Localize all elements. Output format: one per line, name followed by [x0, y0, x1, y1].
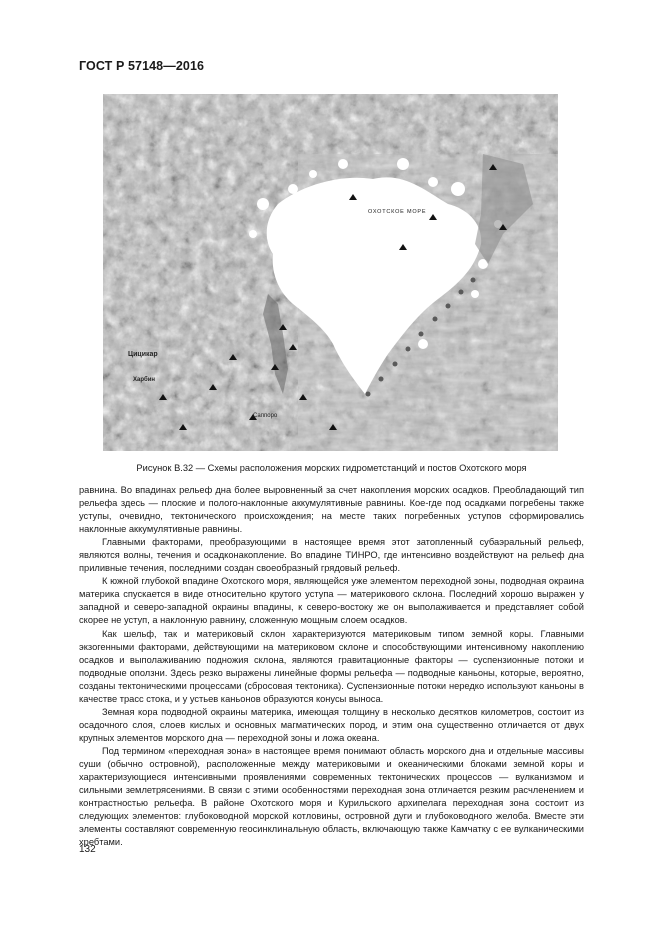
- paragraph: К южной глубокой впадине Охотского моря, являющейся уже элементом переходной зоны, подводная окраина материка спускается в виде относительно крутого уступа — материкового склона. Последний хорошо выражен у западной и северо-западной окраины впадины, к северо-востоку же он выполаживается и представляет собой скорее не уступ, а наклонную равнину, сложенную мощным слоем осадков.: [79, 576, 584, 626]
- paragraph: Как шельф, так и материковый склон характеризуются материковым типом земной коры. Главными экзогенными факторами, действующими на материковом склоне и способствующими интенсивному накоплению осадков и выполаживанию подножия склона, являются гравитационные факторы — суспензионные потоки и подводные оползни. Здесь резко выражены линейные формы рельефа — подводные каньоны, которые, вероятно, созданы тектоническими процессами (сбросовая тектоника). Суспензионные потоки нередко используют каньоны в качестве трасс стока, и у устьев каньонов образуются конусы выноса.: [79, 628, 584, 704]
- sea-label: ОХОТСКОЕ МОРЕ: [368, 209, 427, 215]
- city-label-harbin: Харбин: [133, 377, 156, 383]
- map-image: [103, 94, 558, 451]
- standard-header: ГОСТ Р 57148—2016: [79, 59, 205, 73]
- sea-map-figure: [103, 94, 558, 451]
- city-label-tsitsikar: Цицикар: [128, 351, 158, 358]
- paragraph: Главными факторами, преобразующими в настоящее время этот затопленный субаэральный рельеф, являются волны, течения и осадконакопление. Во впадине ТИНРО, где интенсивно воздействуют на рельеф дна приливные течения, последними создан своеобразный грядовый рельеф.: [79, 537, 584, 574]
- paragraph: Земная кора подводной окраины материка, имеющая толщину в несколько десятков километров, состоит из осадочного слоя, слоев кислых и основных магматических пород, и этим она существенно отличается от двух крупных элементов морского дна — переходной зоны и ложа океана.: [79, 706, 584, 743]
- city-label-sapporo: Саппоро: [253, 413, 278, 419]
- body-text: [79, 484, 584, 849]
- paragraph: Под термином «переходная зона» в настоящее время понимают область морского дна и отдельные массивы суши (обычно островной), расположенные между материковыми и океаническими блоками земной коры и характеризующиеся интенсивными проявлениями современных тектонических процессов — вулканизмом и сильными землетрясениями. В связи с этими особенностями переходная зона отличается резким расчленением и контрастностью рельефа. В районе Охотского моря и Курильского архипелага переходная зона состоит из следующих элементов: глубоководной морской котловины, островной дуги и глубоководного желоба. Вместе эти элементы составляют современную геосинклинальную область, включающую также Камчатку с ее вулканическими хребтами.: [79, 745, 584, 848]
- paragraph: равнина. Во впадинах рельеф дна более выровненный за счет накопления морских осадков. Преобладающий тип рельефа здесь — плоские и полого-наклонные аккумулятивные равнины. Кое-где под осадками погребены также уступы, очевидно, тектонического происхождения; на месте таких погребенных уступов сформировались наклонные аккумулятивные равнины.: [79, 485, 584, 535]
- figure-caption: Рисунок В.32 — Схемы расположения морских гидрометстанций и постов Охотского моря: [136, 463, 527, 473]
- page-number: 132: [79, 844, 96, 855]
